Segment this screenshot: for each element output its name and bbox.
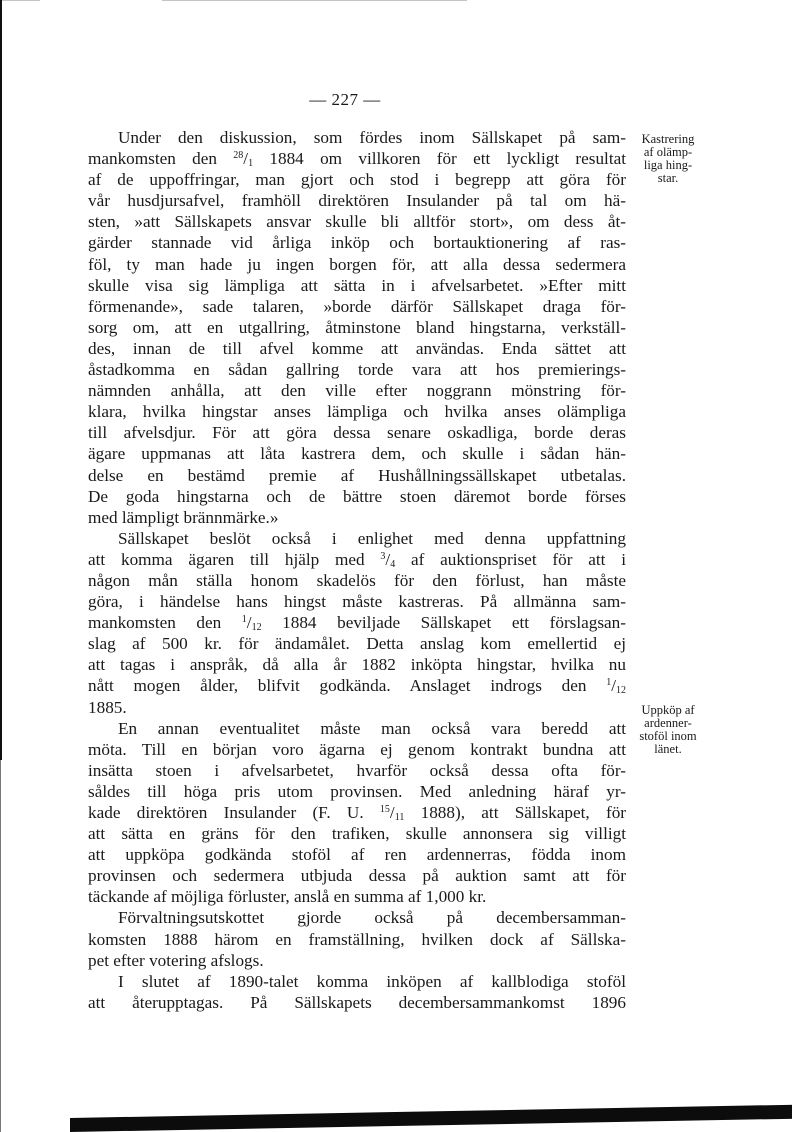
text-line: komsten 1888 härom en framställning, hvilken dock af Sällska- (88, 929, 626, 949)
text-line (88, 148, 626, 169)
margin-note-line: stoföl inom (639, 729, 697, 743)
text-line: vår husdjursafvel, framhöll direktören Insulander på tal om hä- (88, 191, 626, 211)
text-line: täckande af möjliga förluster, anslå en summa af 1,000 kr. (88, 887, 487, 907)
body-text (88, 127, 626, 1013)
text-segment: 1888), att Sällskapet, för (404, 803, 627, 822)
text-line: föl, ty man hade ju ingen borgen för, att alla dessa sedermera (88, 254, 626, 274)
paragraph-first-line: Förvaltningsutskottet gjorde också på decembersamman- (118, 908, 626, 928)
text-segment: mankomsten den (88, 613, 242, 633)
fraction-numerator: 1 (606, 677, 612, 689)
text-line: att återupptagas. På Sällskapets decembersammankomst 1896 (88, 992, 626, 1012)
text-line: såldes till höga pris utom provinsen. Med anledning häraf yr- (88, 781, 626, 801)
text-segment: af auktionspriset för att i (395, 549, 626, 569)
text-line: sten, »att Sällskapets ansvar skulle bli alltför stort», om dess åt- (88, 212, 626, 232)
scan-top-edge (162, 0, 467, 1)
paragraph-first-line: Sällskapet beslöt också i enlighet med denna uppfattning (118, 528, 626, 548)
margin-note-purchase (622, 704, 714, 756)
fraction-numerator: 28 (233, 150, 244, 162)
scan-left-edge (0, 0, 2, 760)
text-line: slag af 500 kr. för ändamålet. Detta anslag kom emellertid ej (88, 634, 626, 654)
text-segment: kade direktören Insulander (F. U. (88, 803, 380, 822)
text-segment: nått mogen ålder, blifvit godkända. Anslaget indrogs den (88, 676, 607, 696)
fraction-denominator: 4 (390, 558, 396, 570)
text-line: sorg om, att en utgallring, åtminstone bland hingstarna, verkställ- (88, 317, 626, 337)
text-line (88, 802, 626, 823)
text-line: insätta stoen i afvelsarbetet, hvarför också dessa ofta för- (88, 760, 626, 780)
text-segment: 1884 om villkoren för ett lyckligt resultat (253, 149, 627, 169)
text-line: provinsen och sedermera utbjuda dessa på auktion samt att för (88, 866, 626, 886)
text-line (88, 675, 626, 696)
paragraph-first-line: En annan eventualitet måste man också vara beredd att (118, 718, 626, 738)
margin-note-line: Kastrering (641, 132, 695, 146)
text-line: delse en bestämd premie af Hushållningssällskapet utbetalas. (88, 465, 626, 485)
fraction-slash: / (243, 149, 249, 169)
text-line: gärder stannade vid årliga inköp och bortauktionering af ras- (88, 233, 626, 253)
fraction-slash: / (389, 803, 395, 822)
margin-note-line: liga hing- (643, 158, 693, 172)
fraction-denominator: 12 (251, 622, 262, 634)
fraction-slash: / (385, 549, 391, 569)
text-segment: att komma ägaren till hjälp med (88, 549, 381, 569)
text-line: möta. Till en början voro ägarna ej genom kontrakt bundna att (88, 739, 626, 759)
margin-note-line: länet. (654, 742, 682, 756)
text-line (88, 612, 626, 633)
margin-note-line: af olämp- (643, 145, 693, 159)
text-line: De goda hingstarna och de bättre stoen däremot borde förses (88, 486, 626, 506)
text-line: pet efter votering afslogs. (88, 950, 264, 970)
text-line: att uppköpa godkända stoföl af ren ardennerras, födda inom (88, 845, 626, 865)
text-line: åstadkomma en sådan gallring torde vara att hos premierings- (88, 360, 626, 380)
text-line: förmenande», sade talaren, »borde därför Sällskapet draga för- (88, 296, 626, 316)
fraction-slash: / (611, 676, 616, 696)
margin-note-line: ardenner- (644, 716, 692, 730)
text-line: af de uppoffringar, man gjort och stod i begrepp att göra för (88, 170, 626, 190)
text-segment: 1884 beviljade Sällskapet ett förslagsan- (261, 613, 626, 633)
text-line: att sätta en gräns för den trafiken, skulle annonsera sig villigt (88, 824, 626, 844)
text-line: nämnden anhålla, att den ville efter noggrann mönstring för- (88, 381, 626, 401)
fraction-numerator: 3 (380, 550, 386, 562)
text-line (88, 549, 626, 570)
fraction-denominator: 11 (394, 812, 405, 823)
text-line: någon mån ställa honom skadelös för den förlust, han måste (88, 570, 626, 590)
scan-bottom-edge (70, 1104, 792, 1132)
fraction-numerator: 1 (241, 614, 247, 626)
scan-top-edge (2, 0, 40, 1)
text-line: ägare uppmanas att låta kastrera dem, och skulle i sådan hän- (88, 444, 626, 464)
text-line: med lämpligt brännmärke.» (88, 507, 279, 527)
fraction-numerator: 15 (379, 804, 390, 815)
text-line: 1885. (88, 697, 127, 717)
fraction-denominator: 12 (616, 685, 626, 697)
text-line: att tagas i anspråk, då alla år 1882 inköpta hingstar, hvilka nu (88, 655, 626, 675)
text-line: skulle visa sig lämpliga att sätta in i afvelsarbetet. »Efter mitt (88, 275, 626, 295)
paragraph-first-line: I slutet af 1890-talet komma inköpen af kallblodiga stoföl (118, 971, 626, 991)
page-number: — 227 — (309, 90, 381, 109)
scan-left-edge-lower (0, 760, 1, 1132)
text-line: göra, i händelse hans hingst måste kastreras. På allmänna sam- (88, 592, 626, 612)
margin-note-line: Uppköp af (641, 703, 695, 717)
fraction-slash: / (246, 613, 252, 633)
text-line: till afvelsdjur. För att göra dessa senare oskadliga, borde deras (88, 423, 626, 443)
paragraph-first-line: Under den diskussion, som fördes inom Sällskapet på sam- (118, 128, 626, 147)
margin-note-castration (622, 133, 714, 185)
text-segment: mankomsten den (88, 149, 234, 169)
fraction-denominator: 1 (248, 158, 254, 170)
text-line: des, innan de till afvel komme att användas. Enda sättet att (88, 338, 626, 358)
margin-note-line: star. (657, 171, 679, 185)
text-line: klara, hvilka hingstar anses lämpliga och hvilka anses olämpliga (88, 402, 626, 422)
